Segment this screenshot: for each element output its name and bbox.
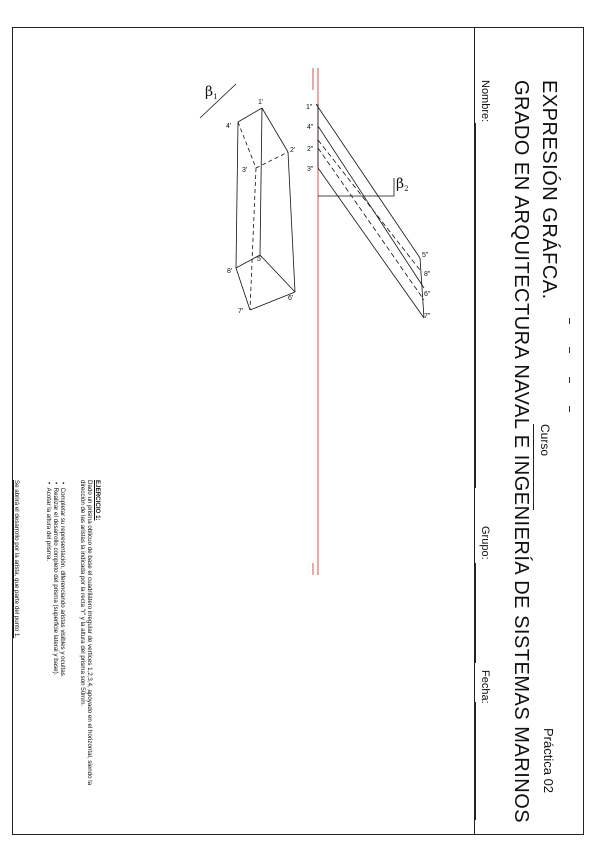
point-label: 8"	[424, 271, 431, 278]
date-label: Fecha:	[479, 670, 491, 704]
elevation-view	[316, 104, 424, 318]
hidden-edge	[250, 168, 256, 310]
point-label: 6"	[424, 291, 431, 298]
point-label: 4'	[226, 123, 232, 130]
group-label: Grupo:	[479, 526, 491, 560]
hidden-edge	[256, 152, 288, 168]
hidden-edge	[238, 122, 256, 168]
point-label: 2'	[290, 147, 296, 154]
exercise-statement: Dado un prisma oblicuo de base el cuadrilátero irregular de vertices 1,2,3,4, apoyado en el horizontal, siendo la dirección de las aristas la indicada por la recta "r" y la altura del prisma son 50mm.	[78, 480, 93, 786]
exercise-note: Se abrirá el desarrollo por la arista, que parte del punto 1.	[13, 480, 20, 639]
bullet: •	[45, 482, 52, 485]
task-text: Completar su representación, diferenciando aristas visibles y ocultas.	[59, 487, 66, 678]
edge	[236, 268, 250, 310]
point-label: 1'	[258, 99, 264, 106]
task-text: Realizar el desarrollo completo del prisma (superficie lateral y base).	[52, 487, 59, 676]
title-line-1: EXPRESIÓN GRÁFCA.	[538, 80, 560, 300]
edge	[316, 104, 420, 258]
top-edge	[420, 258, 424, 318]
title-line-2: GRADO EN ARQUITECTURA NAVAL E INGENIERÍA DE SISTEMAS MARINOS	[510, 80, 532, 824]
beta1-label: $\beta_1$	[205, 84, 218, 101]
plan-view	[236, 108, 295, 310]
edge	[318, 126, 424, 288]
name-label: Nombre:	[479, 80, 491, 123]
beta2-label: $\beta_2$	[396, 176, 409, 193]
point-label: 3"	[307, 166, 314, 173]
point-label: 8'	[227, 268, 233, 275]
edge	[260, 108, 262, 255]
hidden-edge	[318, 148, 424, 300]
plane-trace-beta2	[318, 178, 394, 196]
bullet: •	[59, 482, 66, 485]
edge	[236, 122, 238, 268]
exercise-heading: EJERCICIO 1:	[94, 480, 101, 521]
point-label: 7'	[238, 308, 244, 315]
task-text: Acotar la altura del prisma.	[45, 487, 52, 562]
edge	[262, 108, 288, 152]
edge	[260, 255, 295, 292]
point-label: 7"	[424, 313, 431, 320]
point-label: 4"	[307, 124, 314, 131]
hidden-edge	[318, 140, 420, 270]
edge	[288, 152, 295, 292]
edge	[238, 108, 262, 122]
point-label: 5'	[257, 256, 263, 263]
bullet: •	[52, 482, 59, 485]
practice-number: Práctica 02	[541, 728, 556, 794]
point-label: 1"	[306, 104, 313, 111]
point-label: 2"	[307, 146, 314, 153]
point-label: 5"	[422, 252, 429, 259]
point-label: 6'	[288, 295, 294, 302]
course-label: Curso	[538, 424, 552, 457]
point-label: 3'	[242, 167, 248, 174]
